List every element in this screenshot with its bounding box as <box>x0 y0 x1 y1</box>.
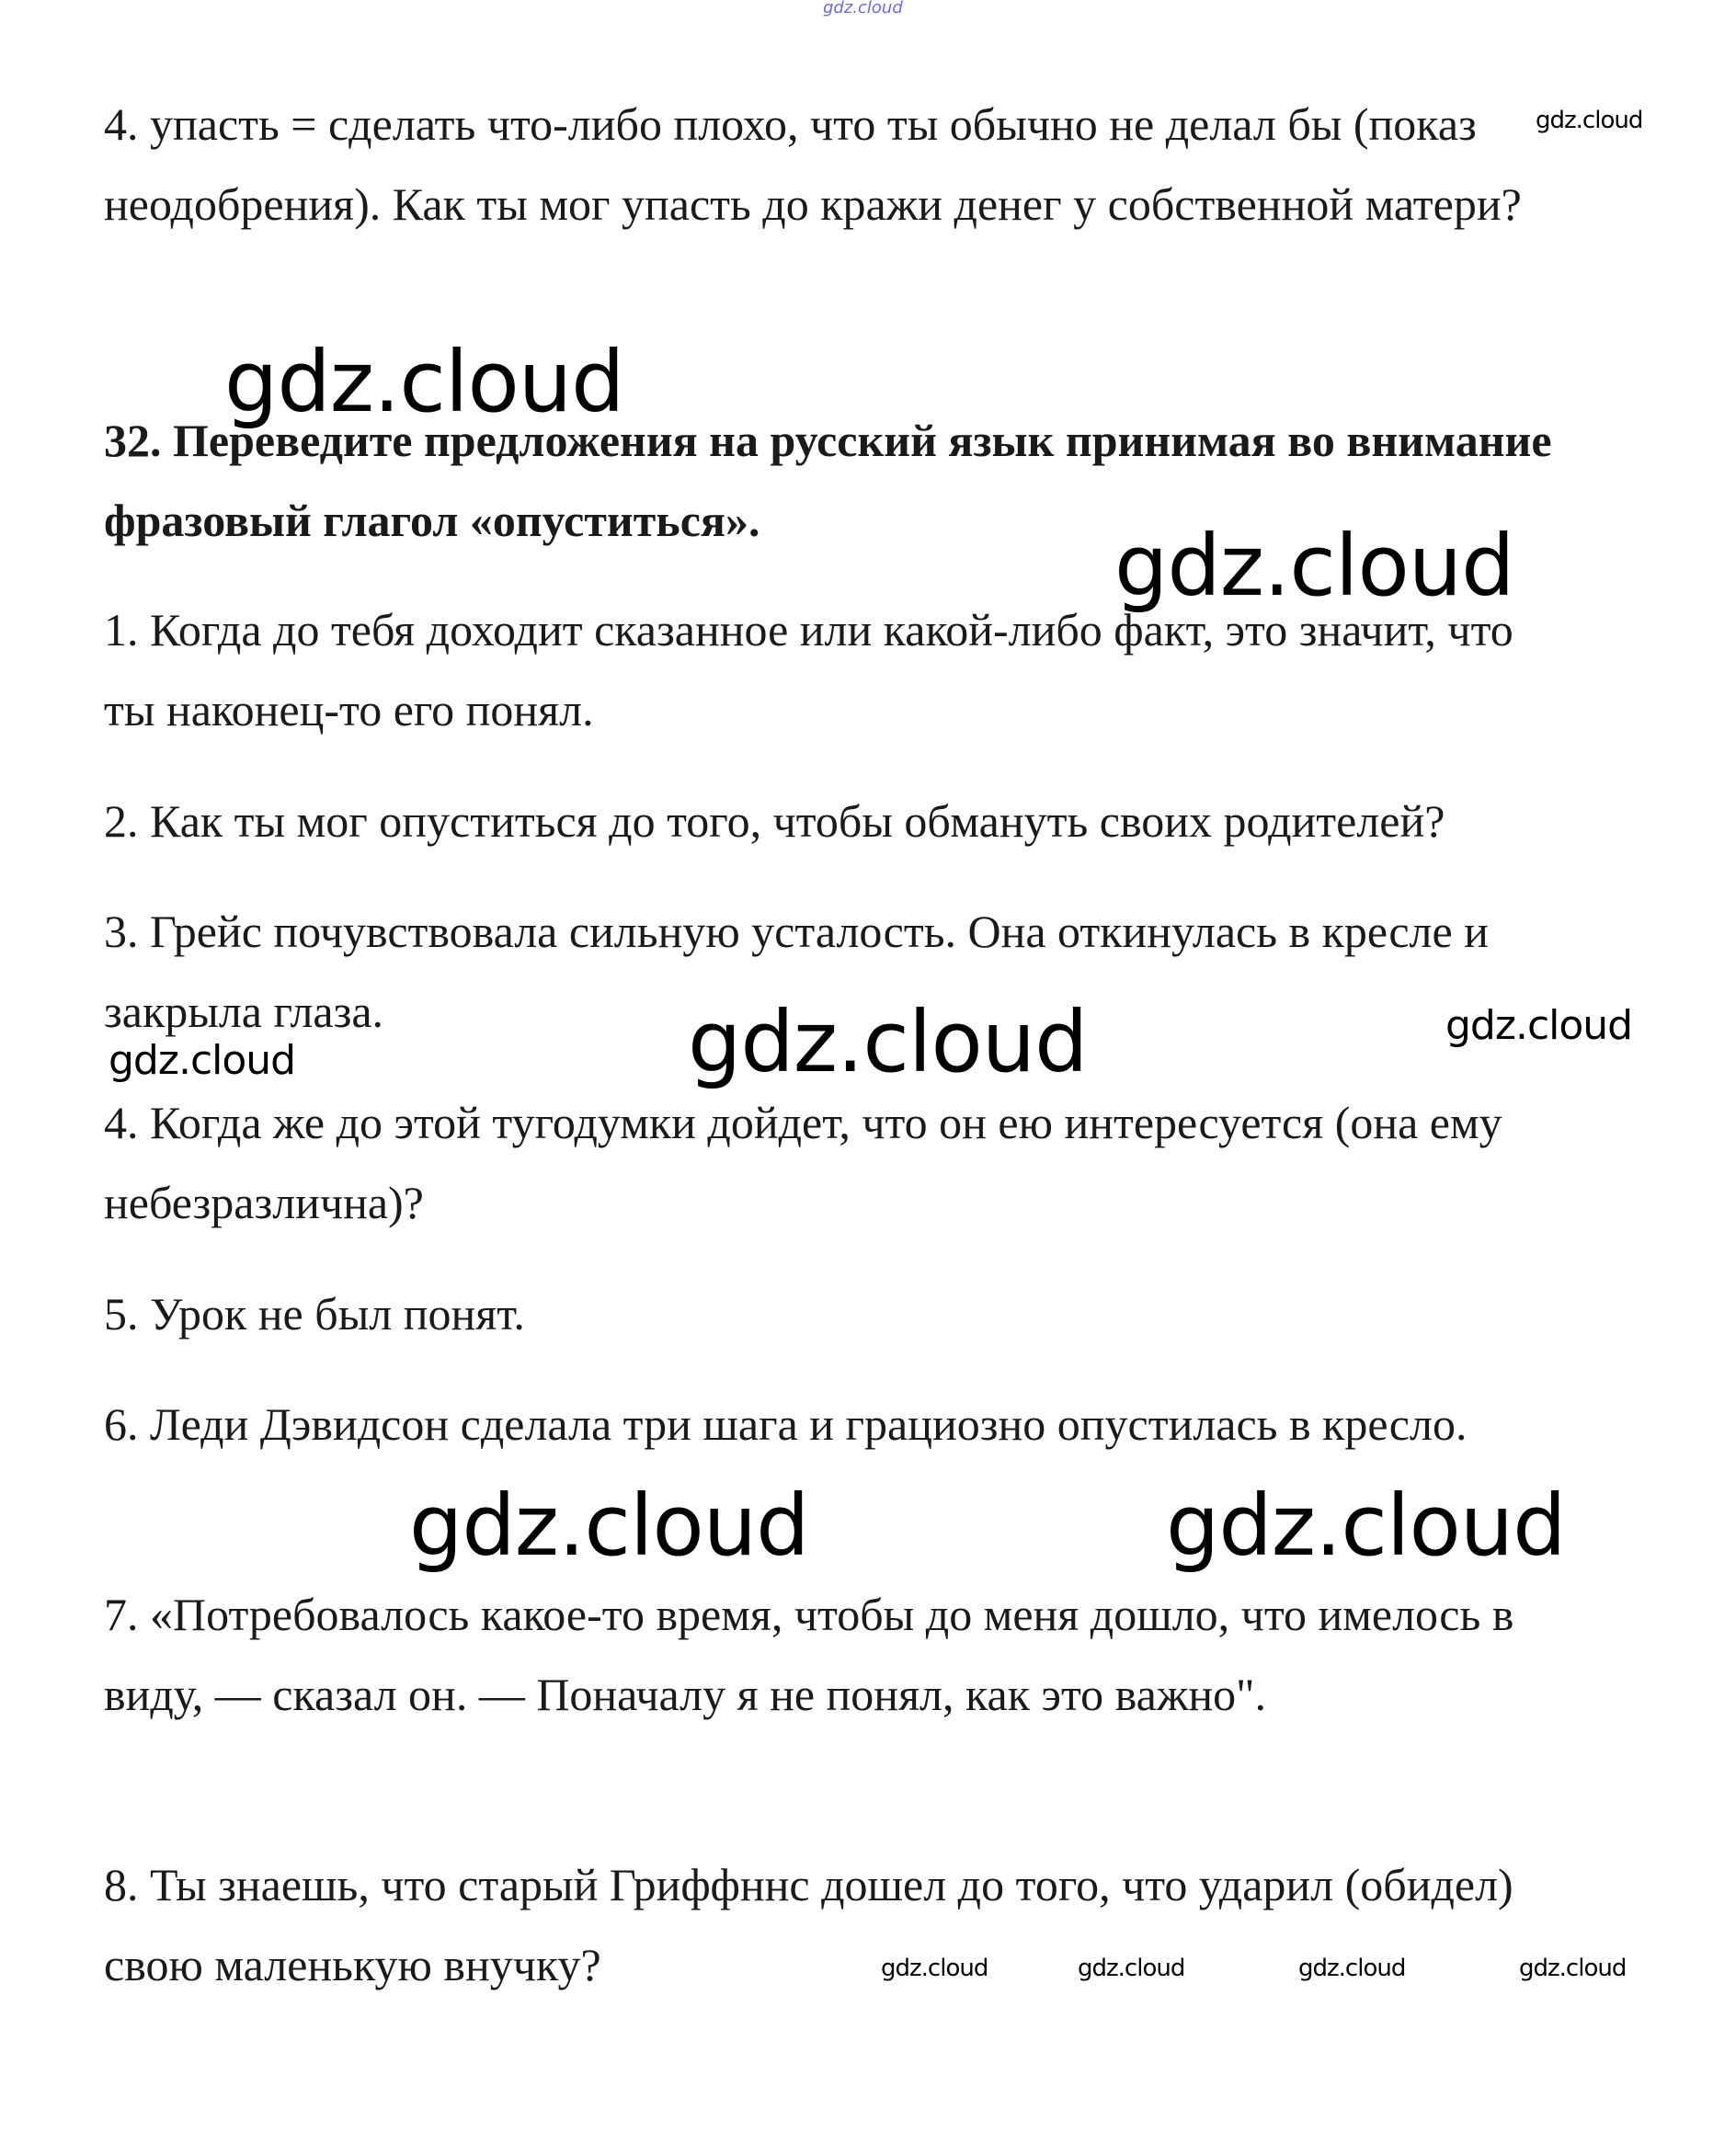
sentence-3: 3. Грейс почувствовала сильную усталость. Она откинулась в кресле и закрыла глаза. <box>104 906 1489 1037</box>
watermark: gdz.cloud <box>108 1037 296 1084</box>
watermark: gdz.cloud <box>409 1477 809 1575</box>
sentence-7: 7. «Потребовалось какое-то время, чтобы до меня дошло, что имелось в виду, — сказал он. — Поначалу я не понял, как это важно". <box>104 1589 1514 1720</box>
watermark: gdz.cloud <box>224 333 624 431</box>
watermark: gdz.cloud <box>1078 1955 1185 1982</box>
exercise-heading: 32. Переведите предложения на русский язык принимая во внимание фразовый глагол «опуститься». <box>104 415 1552 546</box>
sentence-4: 4. Когда же до этой тугодумки дойдет, что он ею интересуется (она ему небезразлична)? <box>104 1097 1502 1228</box>
watermark: gdz.cloud <box>1298 1955 1406 1982</box>
watermark: gdz.cloud <box>688 993 1088 1091</box>
watermark: gdz.cloud <box>1536 107 1643 134</box>
sentence-2: 2. Как ты мог опуститься до того, чтобы обмануть своих родителей? <box>104 795 1445 847</box>
sentence-6: 6. Леди Дэвидсон сделала три шага и грациозно опустилась в кресло. <box>104 1398 1468 1450</box>
watermark: gdz.cloud <box>1166 1477 1566 1575</box>
watermark: gdz.cloud <box>1445 1002 1633 1049</box>
watermark-top: gdz.cloud <box>823 0 903 17</box>
watermark: gdz.cloud <box>1519 1955 1627 1982</box>
sentence-8: 8. Ты знаешь, что старый Гриффннс дошел до того, что ударил (обидел) свою маленькую внучку? <box>104 1859 1513 1990</box>
watermark: gdz.cloud <box>881 1955 988 1982</box>
sentence-1: 1. Когда до тебя доходит сказанное или какой-либо факт, это значит, что ты наконец-то его понял. <box>104 604 1513 735</box>
paragraph-item-4-previous: 4. упасть = сделать что-либо плохо, что ты обычно не делал бы (показ неодобрения). Как ты мог упасть до кражи денег у собственной матери? <box>104 98 1522 230</box>
watermark: gdz.cloud <box>1114 517 1514 615</box>
sentence-5: 5. Урок не был понят. <box>104 1288 525 1340</box>
